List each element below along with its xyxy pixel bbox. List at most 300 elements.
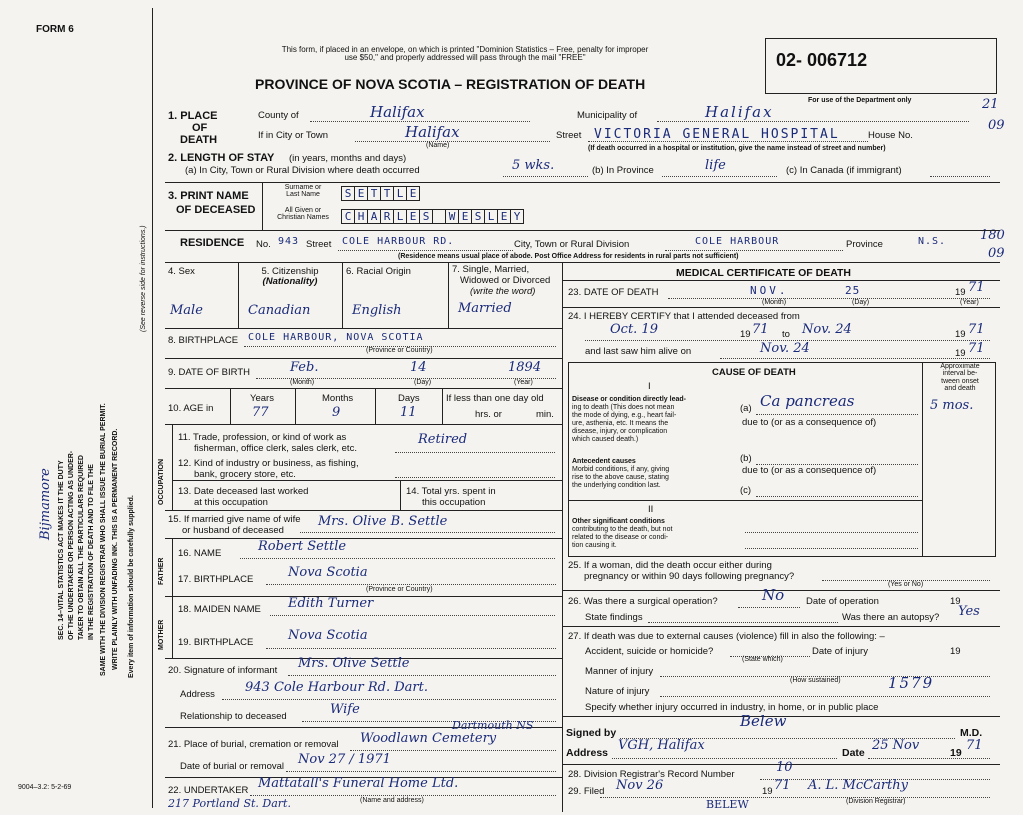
- q12-line-1: 12. Kind of industry or business, as fishing,: [178, 458, 359, 469]
- side-statute-line-2: OF THE UNDERTAKER OR PERSON ACTING AS UNDER-: [68, 450, 75, 640]
- left-margin-rule: [152, 8, 153, 808]
- signed-date-label: Date: [842, 747, 865, 759]
- given-name-cell[interactable]: S: [471, 209, 485, 224]
- given-names-label: [266, 207, 340, 222]
- date-of-death-day: 25: [845, 284, 861, 297]
- cause-a-label: (a): [740, 403, 752, 414]
- disease-label-line-4: ure, asthenia, etc. It means the: [572, 420, 669, 428]
- burial-place: Woodlawn Cemetery: [360, 731, 497, 746]
- stay-b-line: [662, 176, 777, 177]
- specify-label: Specify whether injury occurred in industry, in home, or in public place: [585, 702, 879, 713]
- occupation-side-divider: [172, 424, 173, 510]
- citizenship-value: Canadian: [248, 303, 311, 318]
- racial-origin-label: 6. Racial Origin: [346, 266, 411, 277]
- print-name-label: [168, 190, 255, 218]
- certify-label: 24. I HEREBY CERTIFY that I attended deceased from: [568, 311, 800, 322]
- given-name-cell[interactable]: L: [484, 209, 498, 224]
- informant-signature: Mrs. Olive Settle: [298, 656, 410, 671]
- surname-cell[interactable]: S: [341, 186, 355, 201]
- q12-line-2: bank, grocery store, etc.: [194, 469, 296, 481]
- last-seen-line: [720, 358, 990, 359]
- burial-date-line: [286, 771, 556, 772]
- autopsy-value: Yes: [958, 604, 980, 619]
- physician-address-label: Address: [566, 747, 609, 759]
- residence-province-label: Province: [846, 239, 883, 250]
- burial-date: Nov 27 / 1971: [298, 752, 391, 767]
- surname-label-line-1: Surname or: [284, 184, 322, 191]
- place-label-line-1: 1. PLACE: [168, 110, 218, 122]
- spouse-label-line-2: or husband of deceased: [182, 525, 284, 537]
- given-name-cell[interactable]: [432, 209, 446, 224]
- signed-by-label: Signed by: [566, 727, 617, 739]
- father-birthplace: Nova Scotia: [288, 565, 368, 580]
- disease-label-line-3: the mode of dying, e.g., heart fail-: [572, 412, 677, 420]
- other-line-b: [745, 548, 918, 549]
- father-name-label: 16. NAME: [178, 548, 222, 559]
- physician-signature: Belew: [740, 712, 787, 730]
- interval-header-line-4: and death: [944, 385, 976, 393]
- marital-status-value: Married: [458, 301, 512, 316]
- side-statute-line-6: WRITE PLAINLY WITH UNFADING INK. THIS IS A PERMANENT RECORD.: [112, 428, 119, 670]
- q25-line-1: 25. If a woman, did the death occur either during: [568, 560, 772, 571]
- how-sustained-caption: (How sustained): [790, 677, 841, 684]
- informant-line: [288, 675, 556, 676]
- disease-condition-label: [572, 396, 686, 444]
- state-which-caption: (State which): [742, 656, 783, 663]
- disease-label-line-2: ing to death (This does not mean: [572, 404, 675, 412]
- age-years: 77: [252, 405, 269, 420]
- operation-date-label: Date of operation: [806, 596, 879, 607]
- less-than-day-label: If less than one day old: [446, 393, 544, 404]
- length-of-stay-label: 2. LENGTH OF STAY: [168, 152, 275, 164]
- residence-street: COLE HARBOUR RD.: [342, 236, 455, 247]
- residence-city-line: [665, 250, 843, 251]
- surname-cell[interactable]: T: [380, 186, 394, 201]
- municipality-label: Municipality of: [577, 110, 638, 121]
- other-line-4: tion causing it.: [572, 542, 617, 550]
- county-label: County of: [258, 110, 299, 121]
- antecedent-label: [572, 458, 669, 490]
- rule-4-7-bottom: [165, 328, 562, 329]
- age-months: 9: [332, 405, 341, 420]
- registrar-caption: (Division Registrar): [846, 798, 906, 805]
- residence-province: N.S.: [918, 236, 947, 247]
- given-name-cell[interactable]: E: [406, 209, 420, 224]
- dept-code-4: 09: [988, 246, 1005, 261]
- surname-label-line-2: Last Name: [286, 191, 320, 199]
- racial-origin-value: English: [352, 303, 402, 318]
- dod-year-caption: (Year): [960, 299, 979, 306]
- date-of-death-line: [668, 298, 990, 299]
- rule-15-bottom: [165, 538, 562, 539]
- dept-code-3: 180: [980, 228, 1005, 243]
- q11-line-1: 11. Trade, profession, or kind of work as: [178, 432, 347, 443]
- length-of-stay-note: (in years, months and days): [289, 153, 407, 164]
- origin-divider: [448, 262, 449, 328]
- q14-line-2: this occupation: [422, 497, 486, 509]
- q12-line: [395, 477, 555, 478]
- birthplace-caption: (Province or Country): [366, 347, 433, 354]
- relationship-value: Wife: [330, 702, 360, 717]
- q12-label: [178, 458, 359, 481]
- form-number: FORM 6: [36, 24, 74, 35]
- spouse-value: Mrs. Olive B. Settle: [318, 514, 448, 529]
- minutes-label: min.: [536, 409, 554, 420]
- given-name-cell[interactable]: C: [341, 209, 355, 224]
- cause-c-line: [756, 496, 918, 497]
- attended-to-year: 71: [968, 322, 985, 337]
- print-name-line-1: 3. PRINT NAME: [168, 190, 249, 202]
- informant-label: 20. Signature of informant: [168, 665, 278, 676]
- burial-date-label: Date of burial or removal: [180, 761, 285, 772]
- form-title: PROVINCE OF NOVA SCOTIA – REGISTRATION OF DEATH: [255, 76, 646, 92]
- father-side-divider: [172, 538, 173, 596]
- registration-number: 02- 006712: [776, 50, 868, 70]
- date-of-death-year: 71: [968, 280, 985, 295]
- rule-8-bottom: [165, 358, 562, 359]
- manner-label: Manner of injury: [585, 666, 654, 677]
- rule-name-bottom: [165, 230, 1000, 231]
- q26-line: [738, 607, 800, 608]
- cause-c-label: (c): [740, 485, 752, 496]
- father-birthplace-line: [266, 584, 556, 585]
- part-two-label: II: [648, 504, 654, 515]
- postal-notice: [200, 46, 730, 63]
- surname-label: [268, 184, 338, 199]
- signed-date-year: 71: [966, 738, 983, 753]
- accident-label: Accident, suicide or homicide?: [585, 646, 714, 657]
- department-use-label: For use of the Department only: [808, 97, 912, 104]
- date-of-death-month: NOV.: [750, 284, 789, 297]
- residence-label: RESIDENCE: [180, 237, 245, 249]
- marital-status-label: [452, 265, 550, 298]
- surname-cells[interactable]: [342, 186, 420, 201]
- rule-name-top: [165, 182, 1000, 183]
- mother-birthplace-line: [266, 648, 556, 649]
- physician-address: VGH, Halifax: [618, 738, 705, 753]
- stay-a-value: 5 wks.: [512, 158, 555, 173]
- last-seen-year: 71: [968, 341, 985, 356]
- birthplace-label: 8. BIRTHPLACE: [168, 335, 239, 346]
- side-statute-line-1: SEC. 14–VITAL STATISTICS ACT MAKES IT THE DUTY: [58, 460, 65, 640]
- county-line: [310, 121, 530, 122]
- interval-header-line-1: Approximate: [940, 363, 980, 370]
- father-name: Robert Settle: [258, 539, 347, 554]
- place-note: (If death occurred in a hospital or institution, give the name instead of street and number): [588, 145, 886, 152]
- q25-label: [568, 560, 794, 583]
- informant-address-line: [222, 699, 556, 700]
- given-name-cell[interactable]: E: [458, 209, 472, 224]
- dob-month: Feb.: [290, 360, 319, 375]
- undertaker-line: [250, 795, 556, 796]
- nature-label: Nature of injury: [585, 686, 650, 697]
- residence-street-label: Street: [306, 239, 332, 250]
- dob-year-caption: (Year): [514, 379, 533, 386]
- residence-city: COLE HARBOUR: [695, 236, 780, 247]
- autopsy-label: Was there an autopsy?: [842, 612, 940, 623]
- surname-cell[interactable]: E: [406, 186, 420, 201]
- rule-14-bottom: [165, 510, 562, 511]
- q27-label: 27. If death was due to external causes (violence) fill in also the following: –: [568, 631, 885, 642]
- registrar-signature: A. L. McCarthy: [808, 778, 908, 793]
- undertaker-address: 217 Portland St. Dart.: [168, 797, 291, 810]
- occupation-side-label: OCCUPATION: [158, 458, 165, 505]
- sex-label: 4. Sex: [168, 266, 195, 277]
- rule-medical-header: [562, 280, 1000, 281]
- residence-no: 943: [278, 236, 300, 247]
- age-label: 10. AGE in: [168, 403, 214, 414]
- filed-date: Nov 26: [616, 778, 664, 793]
- q26-value: No: [762, 586, 785, 604]
- stay-c-label: (c) In Canada (if immigrant): [786, 165, 902, 176]
- dob-day-caption: (Day): [414, 379, 432, 386]
- registrar-stamp: BELEW: [706, 798, 749, 811]
- mother-birthplace: Nova Scotia: [288, 628, 368, 643]
- cause-a-value: Ca pancreas: [760, 392, 855, 410]
- residence-city-label: City, Town or Rural Division: [514, 239, 630, 250]
- last-seen-century: 19: [955, 348, 966, 359]
- q26-label: 26. Was there a surgical operation?: [568, 596, 718, 607]
- side-reverse-note: (See reverse side for instructions.): [140, 225, 147, 332]
- age-divider-4: [442, 388, 443, 424]
- mother-side-divider: [172, 596, 173, 658]
- mother-maiden-line: [270, 615, 555, 616]
- residence-street-line: [338, 250, 513, 251]
- print-name-line-2: OF DECEASED: [176, 203, 256, 216]
- dod-month-caption: (Month): [762, 299, 787, 306]
- given-name-cell[interactable]: Y: [510, 209, 524, 224]
- filed-year: 71: [774, 778, 791, 793]
- other-line-1: Other significant conditions: [572, 518, 665, 525]
- postal-notice-line-2: use $50," and properly addressed will pass through the mail "FREE": [344, 53, 586, 63]
- street-label: Street: [556, 130, 582, 141]
- age-years-label: Years: [250, 393, 274, 404]
- dept-code-2: 09: [988, 118, 1005, 133]
- dob-label: 9. DATE OF BIRTH: [168, 367, 250, 378]
- citizenship-divider: [342, 262, 343, 328]
- rule-residence-bottom: [165, 262, 1000, 263]
- relationship-label: Relationship to deceased: [180, 711, 287, 722]
- father-birthplace-label: 17. BIRTHPLACE: [178, 574, 254, 585]
- hours-label: hrs. or: [475, 409, 502, 420]
- side-statute-line-3: TAKER TO OBTAIN ALL THE PARTICULARS REQUIRED: [78, 455, 85, 640]
- father-birthplace-caption: (Province or Country): [366, 586, 433, 593]
- mother-maiden-label: 18. MAIDEN NAME: [178, 604, 261, 615]
- spouse-label: [168, 514, 301, 537]
- q28-value: 10: [776, 760, 793, 775]
- rule-10-bottom: [165, 424, 562, 425]
- undertaker-value: Mattatall's Funeral Home Ltd.: [258, 776, 459, 791]
- side-statute-line-4: IN THE REGISTRATION OF DEATH AND TO FILE THE: [88, 464, 95, 640]
- q13-line-2: at this occupation: [194, 497, 268, 509]
- stay-a-label: (a) In City, Town or Rural Division where death occurred: [185, 165, 420, 176]
- last-seen-date: Nov. 24: [760, 341, 810, 356]
- dod-day-caption: (Day): [852, 299, 870, 306]
- antecedent-line-1: Antecedent causes: [572, 458, 636, 465]
- mother-maiden-name: Edith Turner: [288, 596, 374, 611]
- q11-line-2: fisherman, office clerk, sales clerk, etc.: [194, 443, 357, 455]
- form-code: 9004–3.2: 5-2-69: [18, 784, 72, 791]
- age-months-label: Months: [322, 393, 354, 404]
- burial-line: [350, 750, 556, 751]
- street-value: VICTORIA GENERAL HOSPITAL: [594, 127, 840, 142]
- surname-cell[interactable]: T: [367, 186, 381, 201]
- nature-code: 1579: [888, 674, 935, 692]
- attended-to: Nov. 24: [802, 322, 852, 337]
- q25-caption: (Yes or No): [888, 581, 924, 588]
- birthplace-value: COLE HARBOUR, NOVA SCOTIA: [248, 332, 424, 343]
- municipality-line: [657, 121, 969, 122]
- registration-number-box: [765, 38, 997, 94]
- given-name-cell[interactable]: E: [497, 209, 511, 224]
- surname-cell[interactable]: L: [393, 186, 407, 201]
- place-label-line-2: OF: [192, 122, 208, 135]
- city-line: [355, 141, 550, 142]
- informant-address-label: Address: [180, 689, 215, 700]
- municipality-value: Halifax: [705, 103, 774, 121]
- q13-line-1: 13. Date deceased last worked: [178, 486, 309, 497]
- due-to-a: due to (or as a consequence of): [742, 417, 877, 428]
- md-label: M.D.: [960, 727, 983, 739]
- other-line-a: [745, 532, 918, 533]
- signed-date-century: 19: [950, 747, 962, 759]
- q29-label: 29. Filed: [568, 786, 605, 797]
- q13-q14-divider: [400, 480, 401, 510]
- burial-note: Dartmouth NS: [452, 719, 534, 732]
- cause-b-label: (b): [740, 453, 752, 464]
- given-name-cell[interactable]: H: [354, 209, 368, 224]
- attended-to-label: to: [782, 329, 790, 340]
- rule-part-one-bottom: [568, 500, 922, 501]
- rule-9-bottom: [165, 388, 562, 389]
- citizenship-label: [240, 267, 340, 287]
- q28-label: 28. Division Registrar's Record Number: [568, 769, 735, 780]
- age-days-label: Days: [398, 393, 420, 404]
- medical-certificate-header: MEDICAL CERTIFICATE OF DEATH: [676, 267, 851, 279]
- city-name-caption: (Name): [426, 142, 450, 149]
- dob-day: 14: [410, 360, 427, 375]
- interval-divider: [922, 362, 923, 557]
- state-findings-label: State findings: [585, 612, 643, 623]
- disease-label-line-6: which caused death.): [572, 436, 639, 444]
- rule-26-bottom: [562, 626, 1000, 627]
- attended-from-century: 19: [740, 329, 751, 340]
- name-divider: [262, 182, 263, 230]
- nature-line: [660, 696, 990, 697]
- rule-12-bottom: [172, 480, 562, 481]
- undertaker-label: 22. UNDERTAKER: [168, 785, 249, 796]
- spouse-line: [300, 532, 555, 533]
- mother-birthplace-label: 19. BIRTHPLACE: [178, 637, 254, 648]
- citizenship-label-line-2: (Nationality): [262, 275, 318, 287]
- age-divider-2: [295, 388, 296, 424]
- given-label-line-2: Christian Names: [277, 214, 329, 222]
- mother-side-label: MOTHER: [158, 619, 165, 650]
- house-no-label: House No.: [868, 130, 913, 141]
- stay-b-label: (b) In Province: [592, 165, 654, 176]
- given-name-cell[interactable]: W: [445, 209, 459, 224]
- marital-label-line-1: 7. Single, Married,: [452, 264, 530, 275]
- other-conditions-label: [572, 518, 672, 550]
- findings-line: [648, 622, 838, 623]
- residence-no-label: No.: [256, 239, 271, 250]
- cause-a-interval: 5 mos.: [930, 398, 974, 413]
- signed-date: 25 Nov: [872, 738, 920, 753]
- surname-cell[interactable]: E: [354, 186, 368, 201]
- age-divider-3: [375, 388, 376, 424]
- rule-23-bottom: [562, 307, 1000, 308]
- given-label-line-1: All Given or: [284, 207, 322, 214]
- dob-month-caption: (Month): [290, 379, 315, 386]
- age-days: 11: [400, 405, 417, 420]
- marital-label-line-3: (write the word): [470, 285, 536, 297]
- attended-to-century: 19: [955, 329, 966, 340]
- place-label-line-3: DEATH: [180, 134, 218, 147]
- father-side-label: FATHER: [158, 557, 165, 585]
- last-seen-label: and last saw him alive on: [585, 346, 692, 357]
- sex-divider: [238, 262, 239, 328]
- physician-address-line: [612, 758, 837, 759]
- age-divider-1: [230, 388, 231, 424]
- dept-code-1: 21: [982, 97, 999, 112]
- side-statute-line-5: SAME WITH THE DIVISION REGISTRAR WHO SHALL ISSUE THE BURIAL PERMIT.: [100, 403, 107, 676]
- attended-from-year: 71: [752, 322, 769, 337]
- spouse-label-line-1: 15. If married give name of wife: [168, 514, 301, 525]
- given-name-cell[interactable]: S: [419, 209, 433, 224]
- postal-notice-line-1: This form, if placed in an envelope, on which is printed "Dominion Statistics – Free, penalty for improper: [281, 45, 649, 54]
- place-of-death-label: [168, 110, 218, 146]
- given-names-cells[interactable]: [342, 209, 524, 224]
- operation-date-century: 19: [950, 596, 961, 607]
- antecedent-line-4: the underlying condition last.: [572, 482, 661, 490]
- given-name-cell[interactable]: R: [380, 209, 394, 224]
- other-line-3: related to the disease or condi-: [572, 534, 669, 542]
- informant-address: 943 Cole Harbour Rd. Dart.: [245, 680, 428, 695]
- cause-a-line: [756, 414, 918, 415]
- undertaker-caption: (Name and address): [360, 797, 424, 804]
- attended-from: Oct. 19: [610, 322, 658, 337]
- dob-year: 1894: [508, 360, 542, 375]
- interval-header-line-2: interval be-: [942, 370, 978, 378]
- disease-label-line-1: Disease or condition directly lead-: [572, 396, 686, 403]
- due-to-b: due to (or as a consequence of): [742, 465, 877, 476]
- stay-c-line: [930, 176, 990, 177]
- q11-label: [178, 432, 357, 455]
- father-name-line: [240, 558, 555, 559]
- q11-line: [395, 452, 555, 453]
- q14-label: [406, 486, 496, 509]
- city-label: If in City or Town: [258, 130, 329, 141]
- antecedent-line-3: rise to the above cause, stating: [572, 474, 669, 482]
- city-value: Halifax: [405, 123, 460, 141]
- residence-note: (Residence means usual place of abode. Post Office Address for residents in rural parts not sufficient): [398, 253, 739, 260]
- date-of-death-century: 19: [955, 287, 966, 298]
- q13-label: [178, 486, 308, 509]
- other-line-2: contributing to the death, but not: [572, 526, 673, 534]
- burial-label: 21. Place of burial, cremation or removal: [168, 739, 339, 750]
- interval-header-line-3: tween onset: [941, 377, 979, 385]
- given-name-cell[interactable]: A: [367, 209, 381, 224]
- part-one-label: I: [648, 381, 651, 392]
- center-divider: [562, 262, 563, 812]
- sex-value: Male: [170, 303, 203, 318]
- marital-label-line-2: Widowed or Divorced: [460, 274, 551, 286]
- given-name-cell[interactable]: L: [393, 209, 407, 224]
- side-signature: Bijmamore: [38, 468, 53, 540]
- stay-a-line: [503, 176, 588, 177]
- injury-date-century: 19: [950, 646, 961, 657]
- cause-of-death-header: CAUSE OF DEATH: [712, 367, 796, 378]
